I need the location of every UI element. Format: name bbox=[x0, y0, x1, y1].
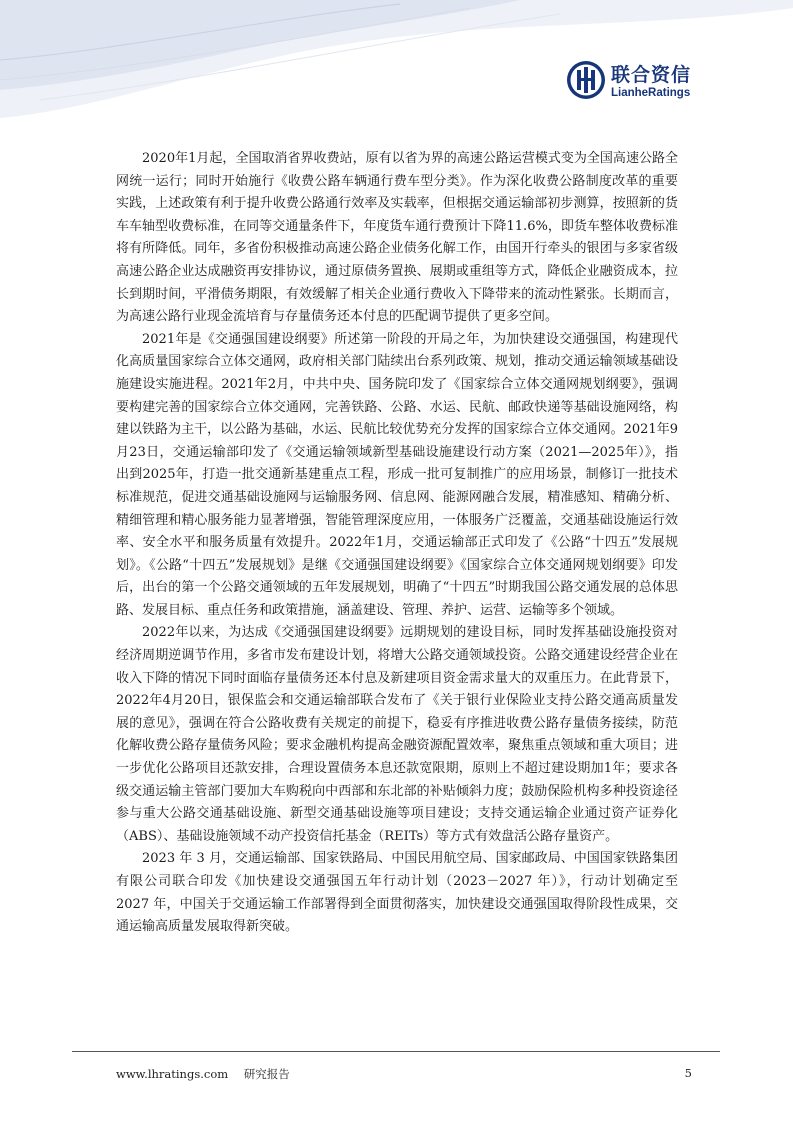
footer-report-type: 研究报告 bbox=[243, 1067, 290, 1081]
lianhe-logo-icon bbox=[566, 60, 606, 100]
footer-website-link[interactable]: www.lhratings.com bbox=[116, 1067, 229, 1081]
footer-divider bbox=[72, 1051, 720, 1052]
logo-english-name: LianheRatings bbox=[611, 87, 691, 99]
company-logo bbox=[566, 60, 716, 106]
paragraph-2022: 2022年以来，为达成《交通强国建设纲要》远期规划的建设目标，同时发挥基础设施投资对经济周期逆调节作用，多省市发布建设计划，将增大公路交通领域投资。公路交通建设经营企业在收入下降的情况下同时面临存量债务还本付息及新建项目资金需求量大的双重压力。在此背景下，2022年4月20日，银保监会和交通运输部联合发布了《关于银行业保险业支持公路交通高质量发展的意见》，强调在符合公路收费有关规定的前提下，稳妥有序推进收费公路存量债务接续，防范化解收费公路存量债务风险；要求金融机构提高金融资源配置效率，聚焦重点领域和重大项目；进一步优化公路项目还款安排，合理设置债务本息还款宽限期，原则上不超过建设期加1年；要求各级交通运输主管部门要加大车购税向中西部和东北部的补贴倾斜力度；鼓励保险机构多种投资途径参与重大公路交通基础设施、新型交通基础设施等项目建设；支持交通运输企业通过资产证券化（ABS）、基础设施领域不动产投资信托基金（REITs）等方式有效盘活公路存量资产。 bbox=[116, 625, 678, 844]
page-number: 5 bbox=[684, 1066, 692, 1080]
paragraph-2020: 2020年1月起，全国取消省界收费站，原有以省为界的高速公路运营模式变为全国高速公路全网统一运行；同时开始施行《收费公路车辆通行费车型分类》。作为深化收费公路制度改革的重要实践，上述政策有利于提升收费公路通行效率及实载率，但根据交通运输部初步测算，按照新的货车车轴型收费标准，在同等交通量条件下，年度货车通行费预计下降11.6%，即货车整体收费标准将有所降低。同年，多省份积极推动高速公路企业债务化解工作，由国开行牵头的银团与多家省级高速公路企业达成融资再安排协议，通过原债务置换、展期或重组等方式，降低企业融资成本，拉长到期时间，平滑债务期限，有效缓解了相关企业通行费收入下降带来的流动性紧张。长期而言，为高速公路行业现金流培育与存量债务还本付息的匹配调节提供了更多空间。 bbox=[116, 151, 678, 325]
paragraph-2023: 2023 年 3 月，交通运输部、国家铁路局、中国民用航空局、国家邮政局、中国国家铁路集团有限公司联合印发《加快建设交通强国五年行动计划（2023－2027 年）》，行动计划确定至 2027 年，中国关于交通运输工作部署得到全面贯彻落实，加快建设交通强国取得阶段性成果，交通运输高质量发展取得新突破。 bbox=[116, 851, 678, 935]
report-body bbox=[116, 148, 678, 939]
logo-chinese-name: 联合资信 bbox=[611, 64, 692, 86]
footer-info bbox=[116, 1066, 302, 1082]
paragraph-2021: 2021年是《交通强国建设纲要》所述第一阶段的开局之年，为加快建设交通强国，构建现代化高质量国家综合立体交通网，政府相关部门陆续出台系列政策、规划，推动交通运输领域基础设施建设实施进程。2021年2月，中共中央、国务院印发了《国家综合立体交通网规划纲要》，强调要构建完善的国家综合立体交通网，完善铁路、公路、水运、民航、邮政快递等基础设施网络，构建以铁路为主干，以公路为基础，水运、民航比较优势充分发挥的国家综合立体交通网。2021年9月23日，交通运输部印发了《交通运输领域新型基础设施建设行动方案（2021—2025年）》，指出到2025年，打造一批交通新基建重点工程，形成一批可复制推广的应用场景，制修订一批技术标准规范，促进交通基础设施网与运输服务网、信息网、能源网融合发展，精准感知、精确分析、精细管理和精心服务能力显著增强，智能管理深度应用，一体服务广泛覆盖，交通基础设施运行效率、安全水平和服务质量有效提升。2022年1月，交通运输部正式印发了《公路“十四五”发展规划》。《公路“十四五”发展规划》是继《交通强国建设纲要》《国家综合立体交通网规划纲要》印发后，出台的第一个公路交通领域的五年发展规划，明确了“十四五”时期我国公路交通发展的总体思路、发展目标、重点任务和政策措施，涵盖建设、管理、养护、运营、运输等多个领域。 bbox=[116, 331, 678, 618]
